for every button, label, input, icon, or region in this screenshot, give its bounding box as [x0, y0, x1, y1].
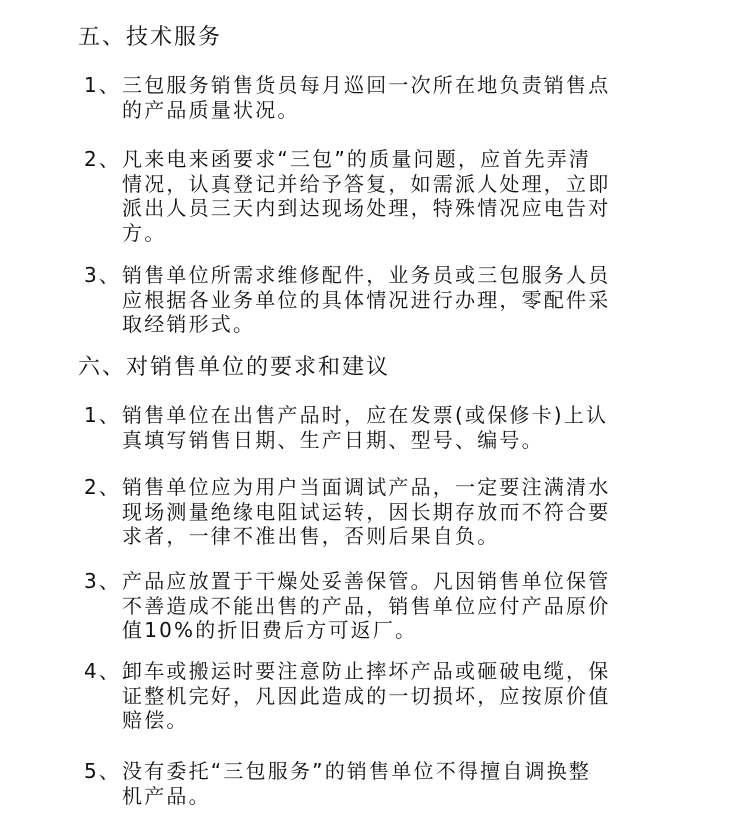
item-line: 证整机完好，凡因此造成的一切损坏，应按原价值 — [122, 683, 611, 708]
list-item — [84, 403, 664, 452]
item-line: 卸车或搬运时要注意防止摔坏产品或砸破电缆，保 — [122, 659, 611, 683]
item-line: 方。 — [122, 220, 167, 245]
item-text — [84, 475, 664, 549]
item-text — [84, 73, 664, 122]
section-heading-technical-service: 五、技术服务 — [78, 25, 223, 50]
item-text — [84, 403, 664, 452]
section-heading-requirements: 六、对销售单位的要求和建议 — [78, 355, 391, 380]
list-item — [84, 569, 664, 643]
item-text — [84, 759, 664, 808]
item-number: 3、 — [84, 569, 122, 593]
item-line: 赔偿。 — [122, 708, 189, 732]
list-item — [84, 475, 664, 549]
item-text — [84, 263, 664, 337]
item-line: 的产品质量状况。 — [122, 97, 300, 122]
list-item — [84, 263, 664, 337]
item-line: 应根据各业务单位的具体情况进行办理，零配件采 — [122, 287, 611, 312]
item-line: 派出人员三天内到达现场处理，特殊情况应电告对 — [122, 196, 611, 220]
list-item — [84, 73, 664, 122]
item-line: 三包服务销售货员每月巡回一次所在地负责销售点 — [122, 73, 611, 97]
item-number: 1、 — [84, 403, 122, 427]
item-line: 没有委托“三包服务”的销售单位不得擅自调换整 — [122, 759, 592, 783]
item-text — [84, 147, 664, 245]
item-number: 2、 — [84, 475, 122, 499]
list-item — [84, 659, 664, 733]
item-line: 值10%的折旧费后方可返厂。 — [122, 618, 418, 642]
item-number: 2、 — [84, 147, 122, 171]
item-line: 求者，一律不准出售，否则后果自负。 — [122, 524, 500, 548]
item-text — [84, 659, 664, 733]
item-line: 凡来电来函要求“三包”的质量问题，应首先弄清 — [122, 147, 592, 171]
item-number: 3、 — [84, 263, 122, 287]
item-line: 销售单位在出售产品时，应在发票(或保修卡)上认 — [122, 403, 609, 427]
item-line: 真填写销售日期、生产日期、型号、编号。 — [122, 427, 544, 452]
item-number: 4、 — [84, 659, 122, 683]
item-line: 现场测量绝缘电阻试运转，因长期存放而不符合要 — [122, 499, 611, 524]
item-number: 5、 — [84, 759, 122, 783]
item-text — [84, 569, 664, 643]
item-line: 销售单位应为用户当面调试产品，一定要注满清水 — [122, 475, 611, 499]
item-line: 产品应放置于干燥处妥善保管。凡因销售单位保管 — [122, 569, 611, 593]
list-item — [84, 147, 664, 245]
list-item — [84, 759, 664, 808]
item-line: 销售单位所需求维修配件，业务员或三包服务人员 — [122, 263, 611, 287]
item-line: 不善造成不能出售的产品，销售单位应付产品原价 — [122, 593, 611, 618]
item-line: 取经销形式。 — [122, 312, 256, 336]
item-number: 1、 — [84, 73, 122, 97]
item-line: 情况，认真登记并给予答复，如需派人处理，立即 — [122, 171, 611, 196]
item-line: 机产品。 — [122, 783, 211, 808]
